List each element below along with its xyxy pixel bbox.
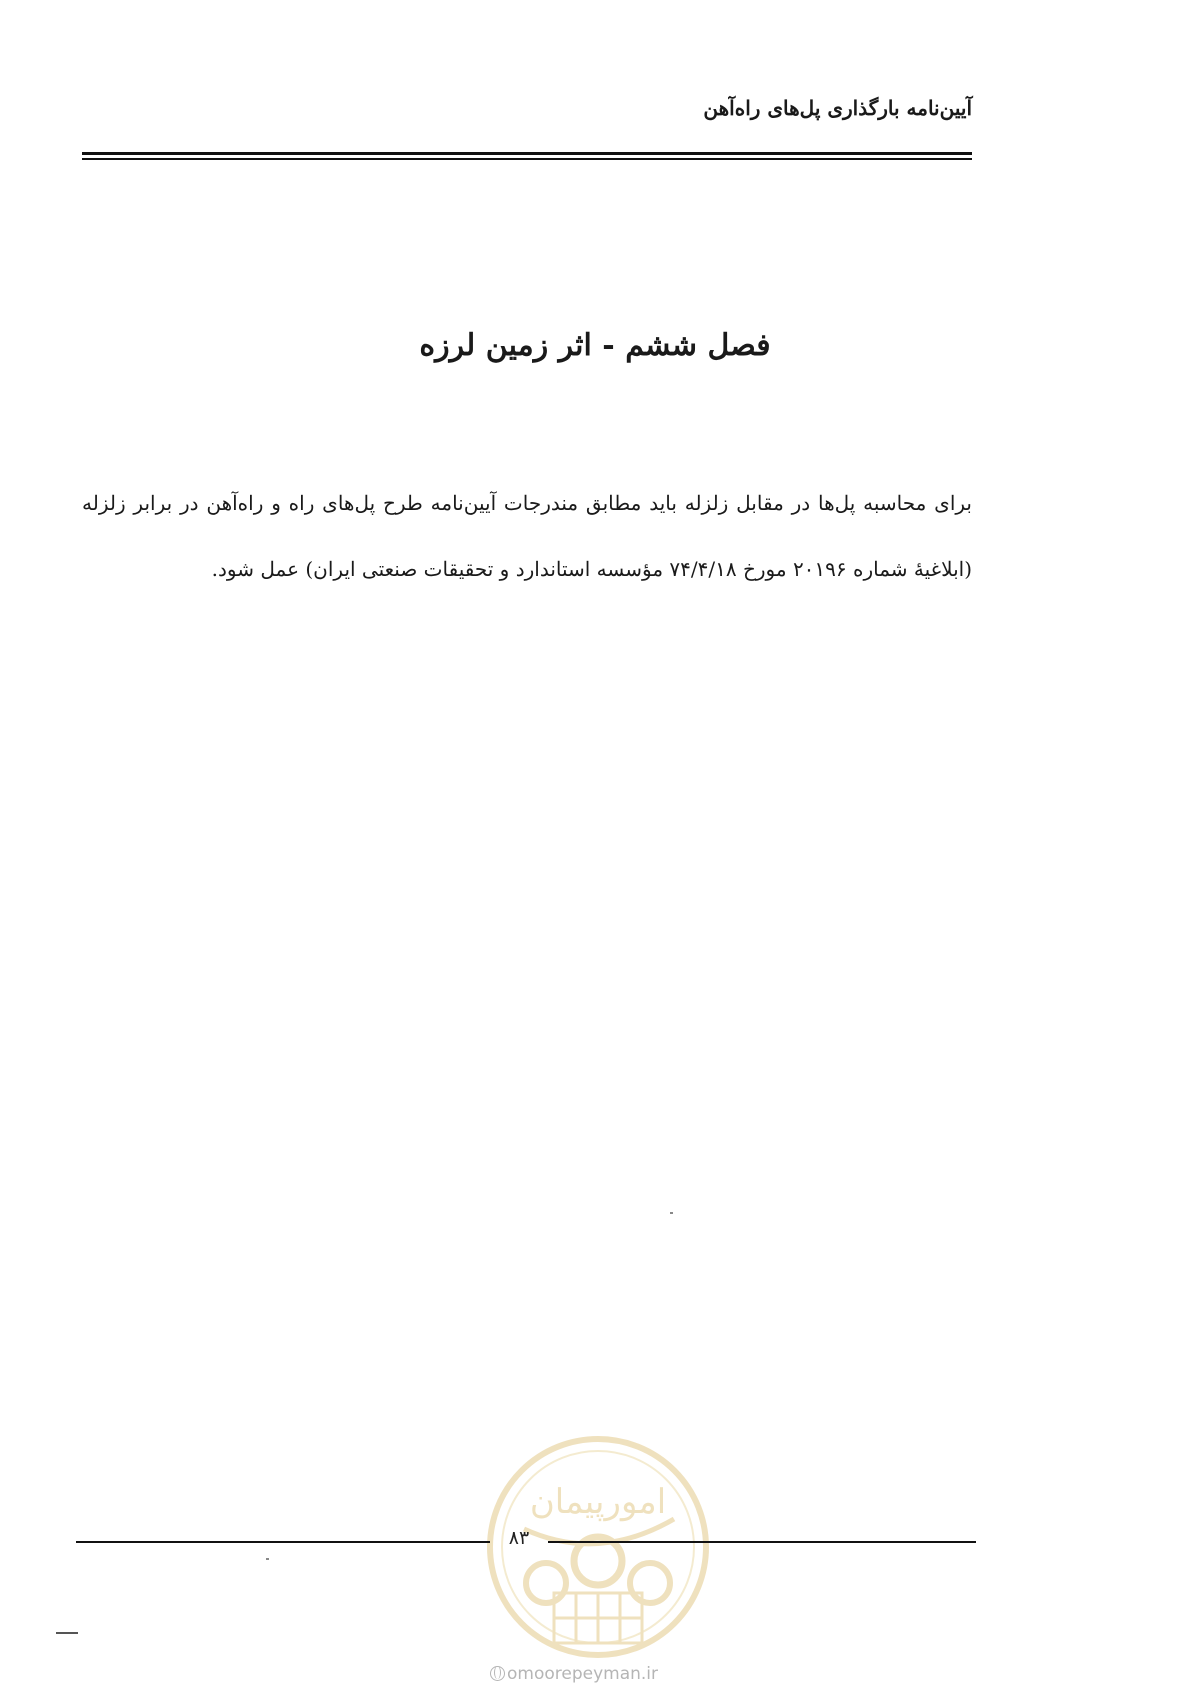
header-rule-thick [82, 152, 972, 155]
globe-icon [490, 1666, 505, 1681]
footer-rule-left [76, 1541, 490, 1543]
header-rule-thin [82, 158, 972, 160]
corner-mark [56, 1632, 78, 1634]
stamp-lettering: امورپیمان [529, 1482, 667, 1522]
watermark-url-text: omoorepeyman.ir [507, 1664, 659, 1684]
page-number: ۸۳ [508, 1527, 530, 1549]
footer-rule-right [548, 1541, 976, 1543]
running-header: آیین‌نامه بارگذاری پل‌های راه‌آهن [703, 96, 972, 120]
watermark-url [490, 1664, 658, 1684]
chapter-title: فصل ششم - اثر زمین لرزه [419, 328, 771, 363]
scan-speck [266, 1558, 269, 1560]
body-paragraph: برای محاسبه پل‌ها در مقابل زلزله باید مطابق مندرجات آیین‌نامه طرح پل‌های راه و راه‌آهن در برابر زلزله (ابلاغیهٔ شماره ۲۰۱۹۶ مورخ ۷۴/۴/۱۸ مؤسسه استاندارد و تحقیقات صنعتی ایران) عمل شود. [82, 491, 972, 581]
scan-speck [670, 1212, 673, 1214]
